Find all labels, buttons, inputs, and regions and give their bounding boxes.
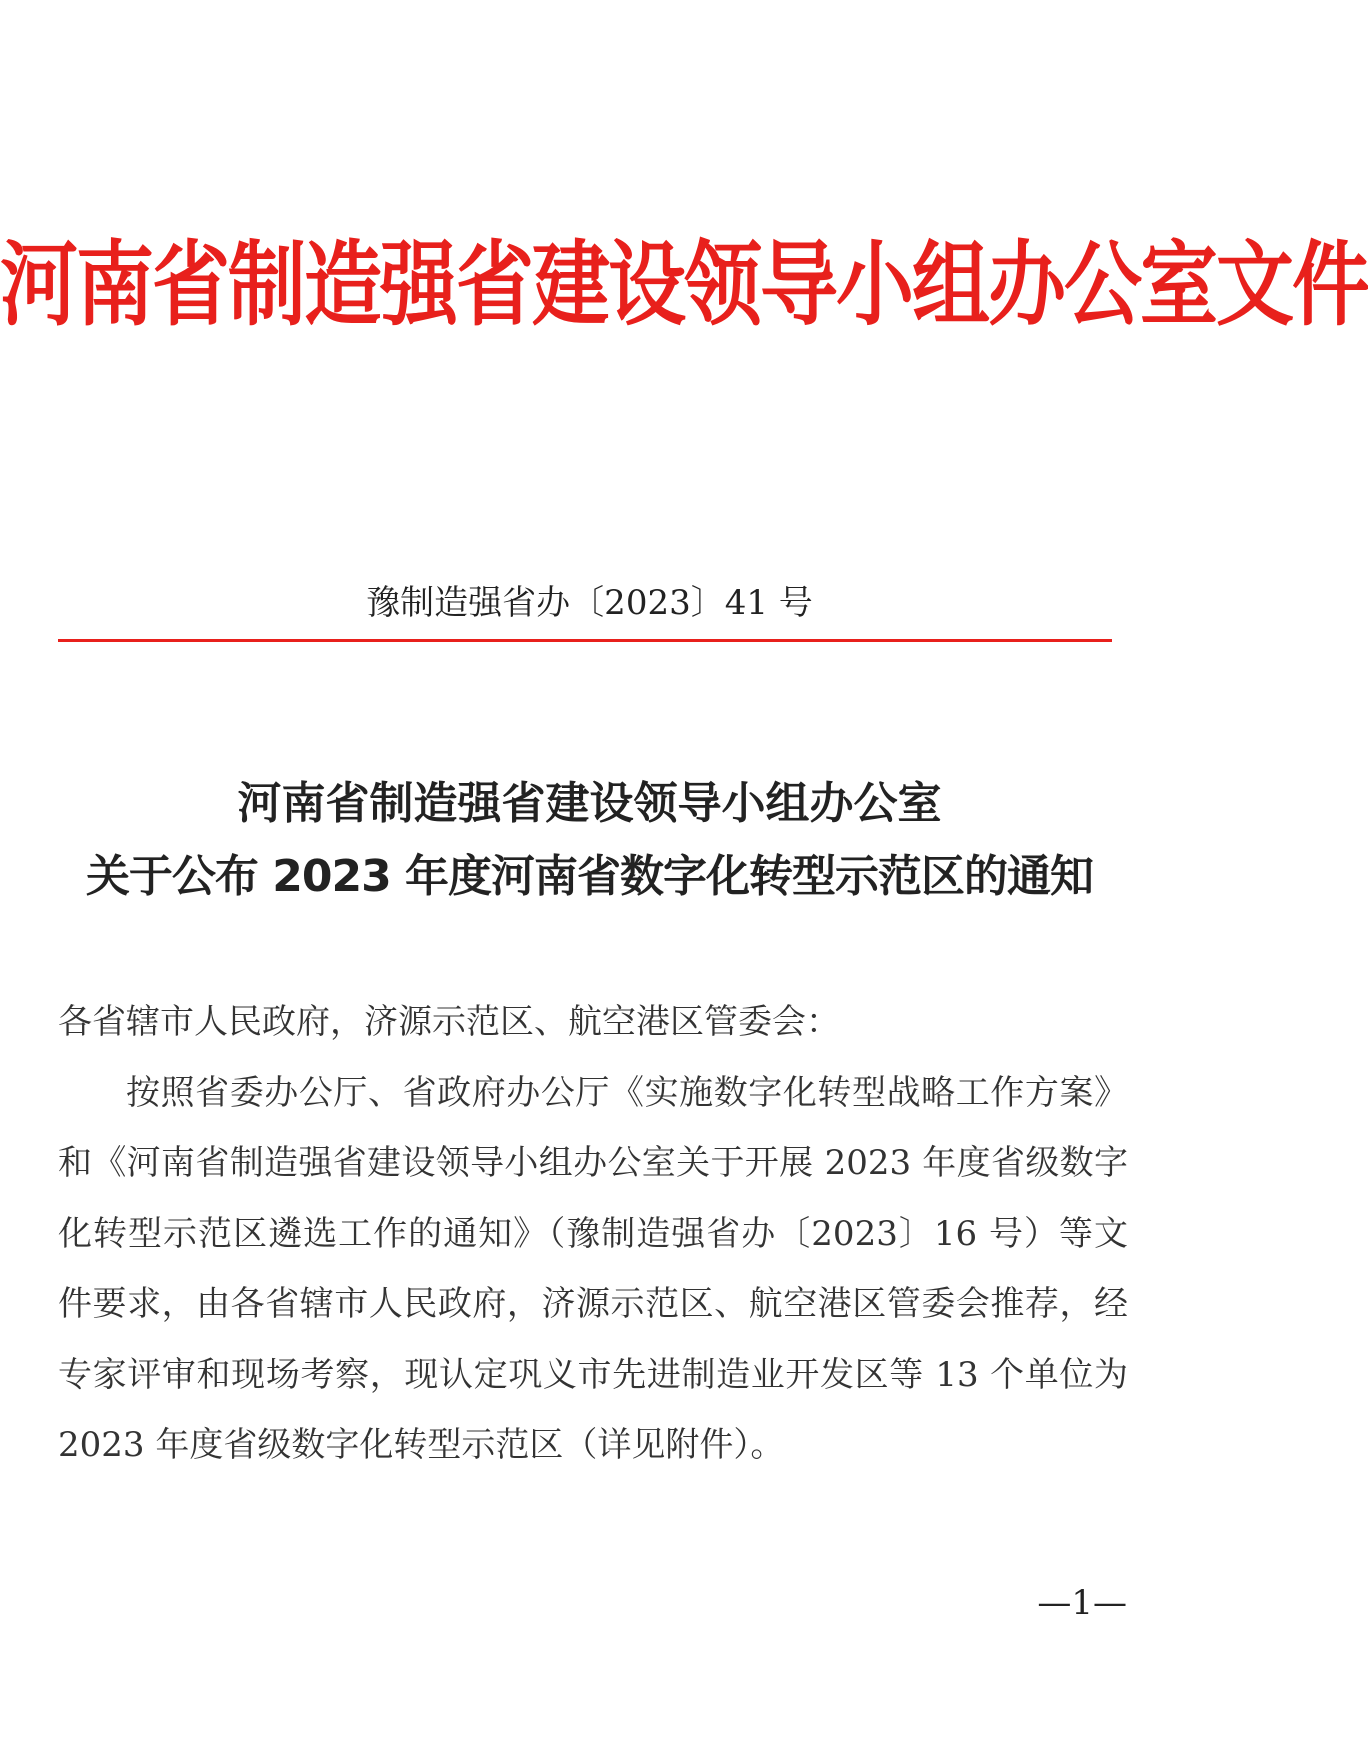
notice-body bbox=[58, 987, 1128, 1481]
red-divider-line bbox=[58, 639, 1112, 642]
page-number: —1— bbox=[1037, 1583, 1127, 1623]
issuer-header: 河南省制造强省建设领导小组办公室文件 bbox=[0, 232, 1368, 340]
addressee: 各省辖市人民政府，济源示范区、航空港区管委会： bbox=[58, 1002, 840, 1042]
notice-title-line-1: 河南省制造强省建设领导小组办公室 bbox=[237, 778, 942, 829]
document-number: 豫制造强省办〔2023〕41 号 bbox=[366, 583, 813, 623]
body-paragraph: 按照省委办公厅、省政府办公厅《实施数字化转型战略工作方案》和《河南省制造强省建设领导小组办公室关于开展 2023 年度省级数字化转型示范区遴选工作的通知》（豫制造强省办〔2023〕16 号）等文件要求，由各省辖市人民政府，济源示范区、航空港区管委会推荐，经专家评审和现场考察，现认定巩义市先进制造业开发区等 13 个单位为 2023 年度省级数字化转型示范区（详见附件）。 bbox=[58, 1072, 1128, 1465]
notice-title-line-2: 关于公布 2023 年度河南省数字化转型示范区的通知 bbox=[85, 851, 1094, 902]
